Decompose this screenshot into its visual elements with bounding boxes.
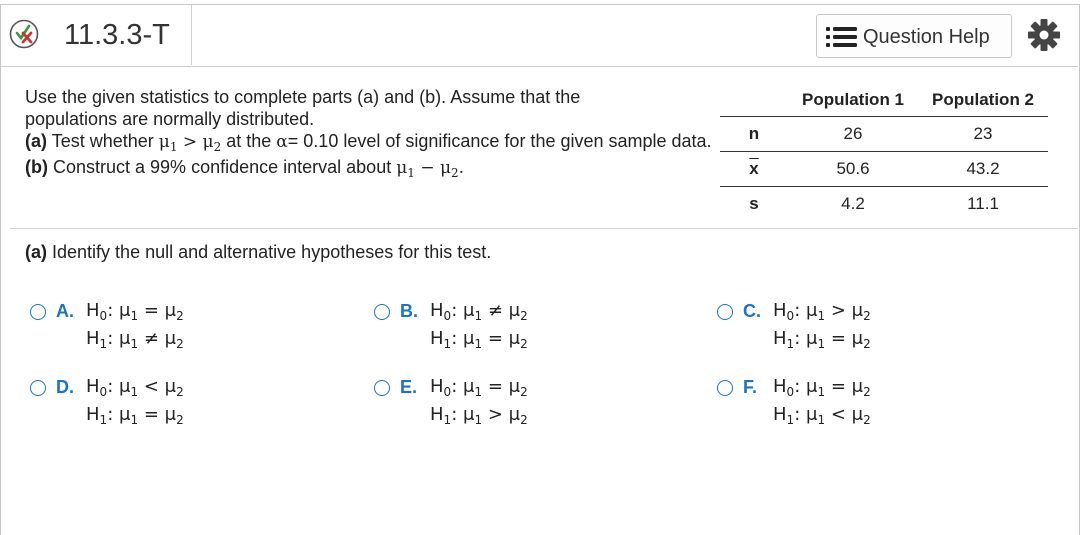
- option-a-h1: $H_1$: $\mu_1 \ne \mu_2$: [86, 328, 184, 351]
- question-id: 11.3.3-T: [64, 19, 170, 51]
- cell-n-pop2: 23: [918, 117, 1048, 152]
- cell-n-pop1: 26: [788, 117, 918, 152]
- radio-button[interactable]: [717, 304, 733, 320]
- option-letter: B.: [400, 301, 418, 321]
- option-d-h0: $H_0$: $\mu_1 < \mu_2$: [86, 376, 184, 399]
- option-f-h0: $H_0$: $\mu_1 = \mu_2$: [773, 376, 871, 399]
- option-d-h1: $H_1$: $\mu_1 = \mu_2$: [86, 404, 184, 427]
- header-divider: [1, 66, 1078, 67]
- problem-statement: [25, 86, 712, 179]
- option-c-h1: $H_1$: $\mu_1 = \mu_2$: [773, 328, 871, 351]
- settings-gear-icon[interactable]: [1026, 17, 1062, 53]
- part-a-text-3: level of significance for the given sample data.: [343, 131, 712, 151]
- question-help-button[interactable]: [816, 14, 1012, 58]
- row-label-xbar: $\overline{x}$: [720, 152, 788, 187]
- part-a-text-1: Test whether: [51, 131, 154, 151]
- radio-button[interactable]: [374, 380, 390, 396]
- part-a-question: [25, 242, 491, 263]
- row-label-n: n: [720, 117, 788, 152]
- question-help-label: Question Help: [863, 26, 990, 48]
- part-a-text-2: at the: [226, 131, 272, 151]
- list-icon: [825, 26, 859, 48]
- cell-s-pop2: 11.1: [967, 194, 999, 213]
- part-a-label: (a): [25, 131, 47, 151]
- radio-button[interactable]: [717, 380, 733, 396]
- cell-s-pop1: 4.2: [841, 194, 865, 213]
- table-header-blank: [720, 84, 788, 117]
- option-b-h0: $H_0$: $\mu_1 \ne \mu_2$: [430, 300, 528, 323]
- option-letter: A.: [56, 301, 74, 321]
- radio-button[interactable]: [374, 304, 390, 320]
- problem-intro: Use the given statistics to complete parts (a) and (b). Assume that the populations are normally distributed.: [25, 87, 581, 129]
- part-b-statement: (b) Construct a 99% confidence interval about $\mu_1 - \mu_2$.: [25, 157, 465, 180]
- option-letter: C.: [743, 301, 761, 321]
- question-a-text: Identify the null and alternative hypotheses for this test.: [52, 242, 492, 262]
- question-header: [1, 5, 1078, 65]
- alpha-value: = 0.10: [287, 131, 339, 151]
- table-row: [720, 117, 1048, 152]
- table-row: [720, 187, 1048, 222]
- part-a-statement: (a) Test whether $\mu_1 > \mu_2$ at the α= 0.10 level of significance for the given sample data.: [25, 131, 712, 154]
- table-header-pop2: Population 2: [918, 84, 1048, 117]
- question-a-label: (a): [25, 242, 47, 262]
- radio-button[interactable]: [30, 304, 46, 320]
- option-a-h0: $H_0$: $\mu_1 = \mu_2$: [86, 300, 184, 323]
- part-b-label: (b): [25, 157, 48, 177]
- title-box: [1, 5, 192, 65]
- table-header-pop1: Population 1: [788, 84, 918, 117]
- section-divider: [10, 228, 1078, 229]
- option-c-h0: $H_0$: $\mu_1 > \mu_2$: [773, 300, 871, 323]
- statistics-table: [720, 84, 1048, 221]
- option-e-h0: $H_0$: $\mu_1 = \mu_2$: [430, 376, 528, 399]
- partial-credit-icon: [9, 19, 39, 49]
- option-b-h1: $H_1$: $\mu_1 = \mu_2$: [430, 328, 528, 351]
- option-e-h1: $H_1$: $\mu_1 > \mu_2$: [430, 404, 528, 427]
- option-letter: F.: [743, 377, 758, 397]
- option-f-h1: $H_1$: $\mu_1 < \mu_2$: [773, 404, 871, 427]
- cell-x-pop2: 43.2: [918, 152, 1048, 187]
- table-row: [720, 152, 1048, 187]
- option-letter: D.: [56, 377, 74, 397]
- table-header-row: [720, 84, 1048, 117]
- part-b-text: Construct a 99% confidence interval about: [53, 157, 392, 177]
- option-letter: E.: [400, 377, 418, 397]
- row-label-s: s: [749, 194, 759, 213]
- radio-button[interactable]: [30, 380, 46, 396]
- cell-x-pop1: 50.6: [788, 152, 918, 187]
